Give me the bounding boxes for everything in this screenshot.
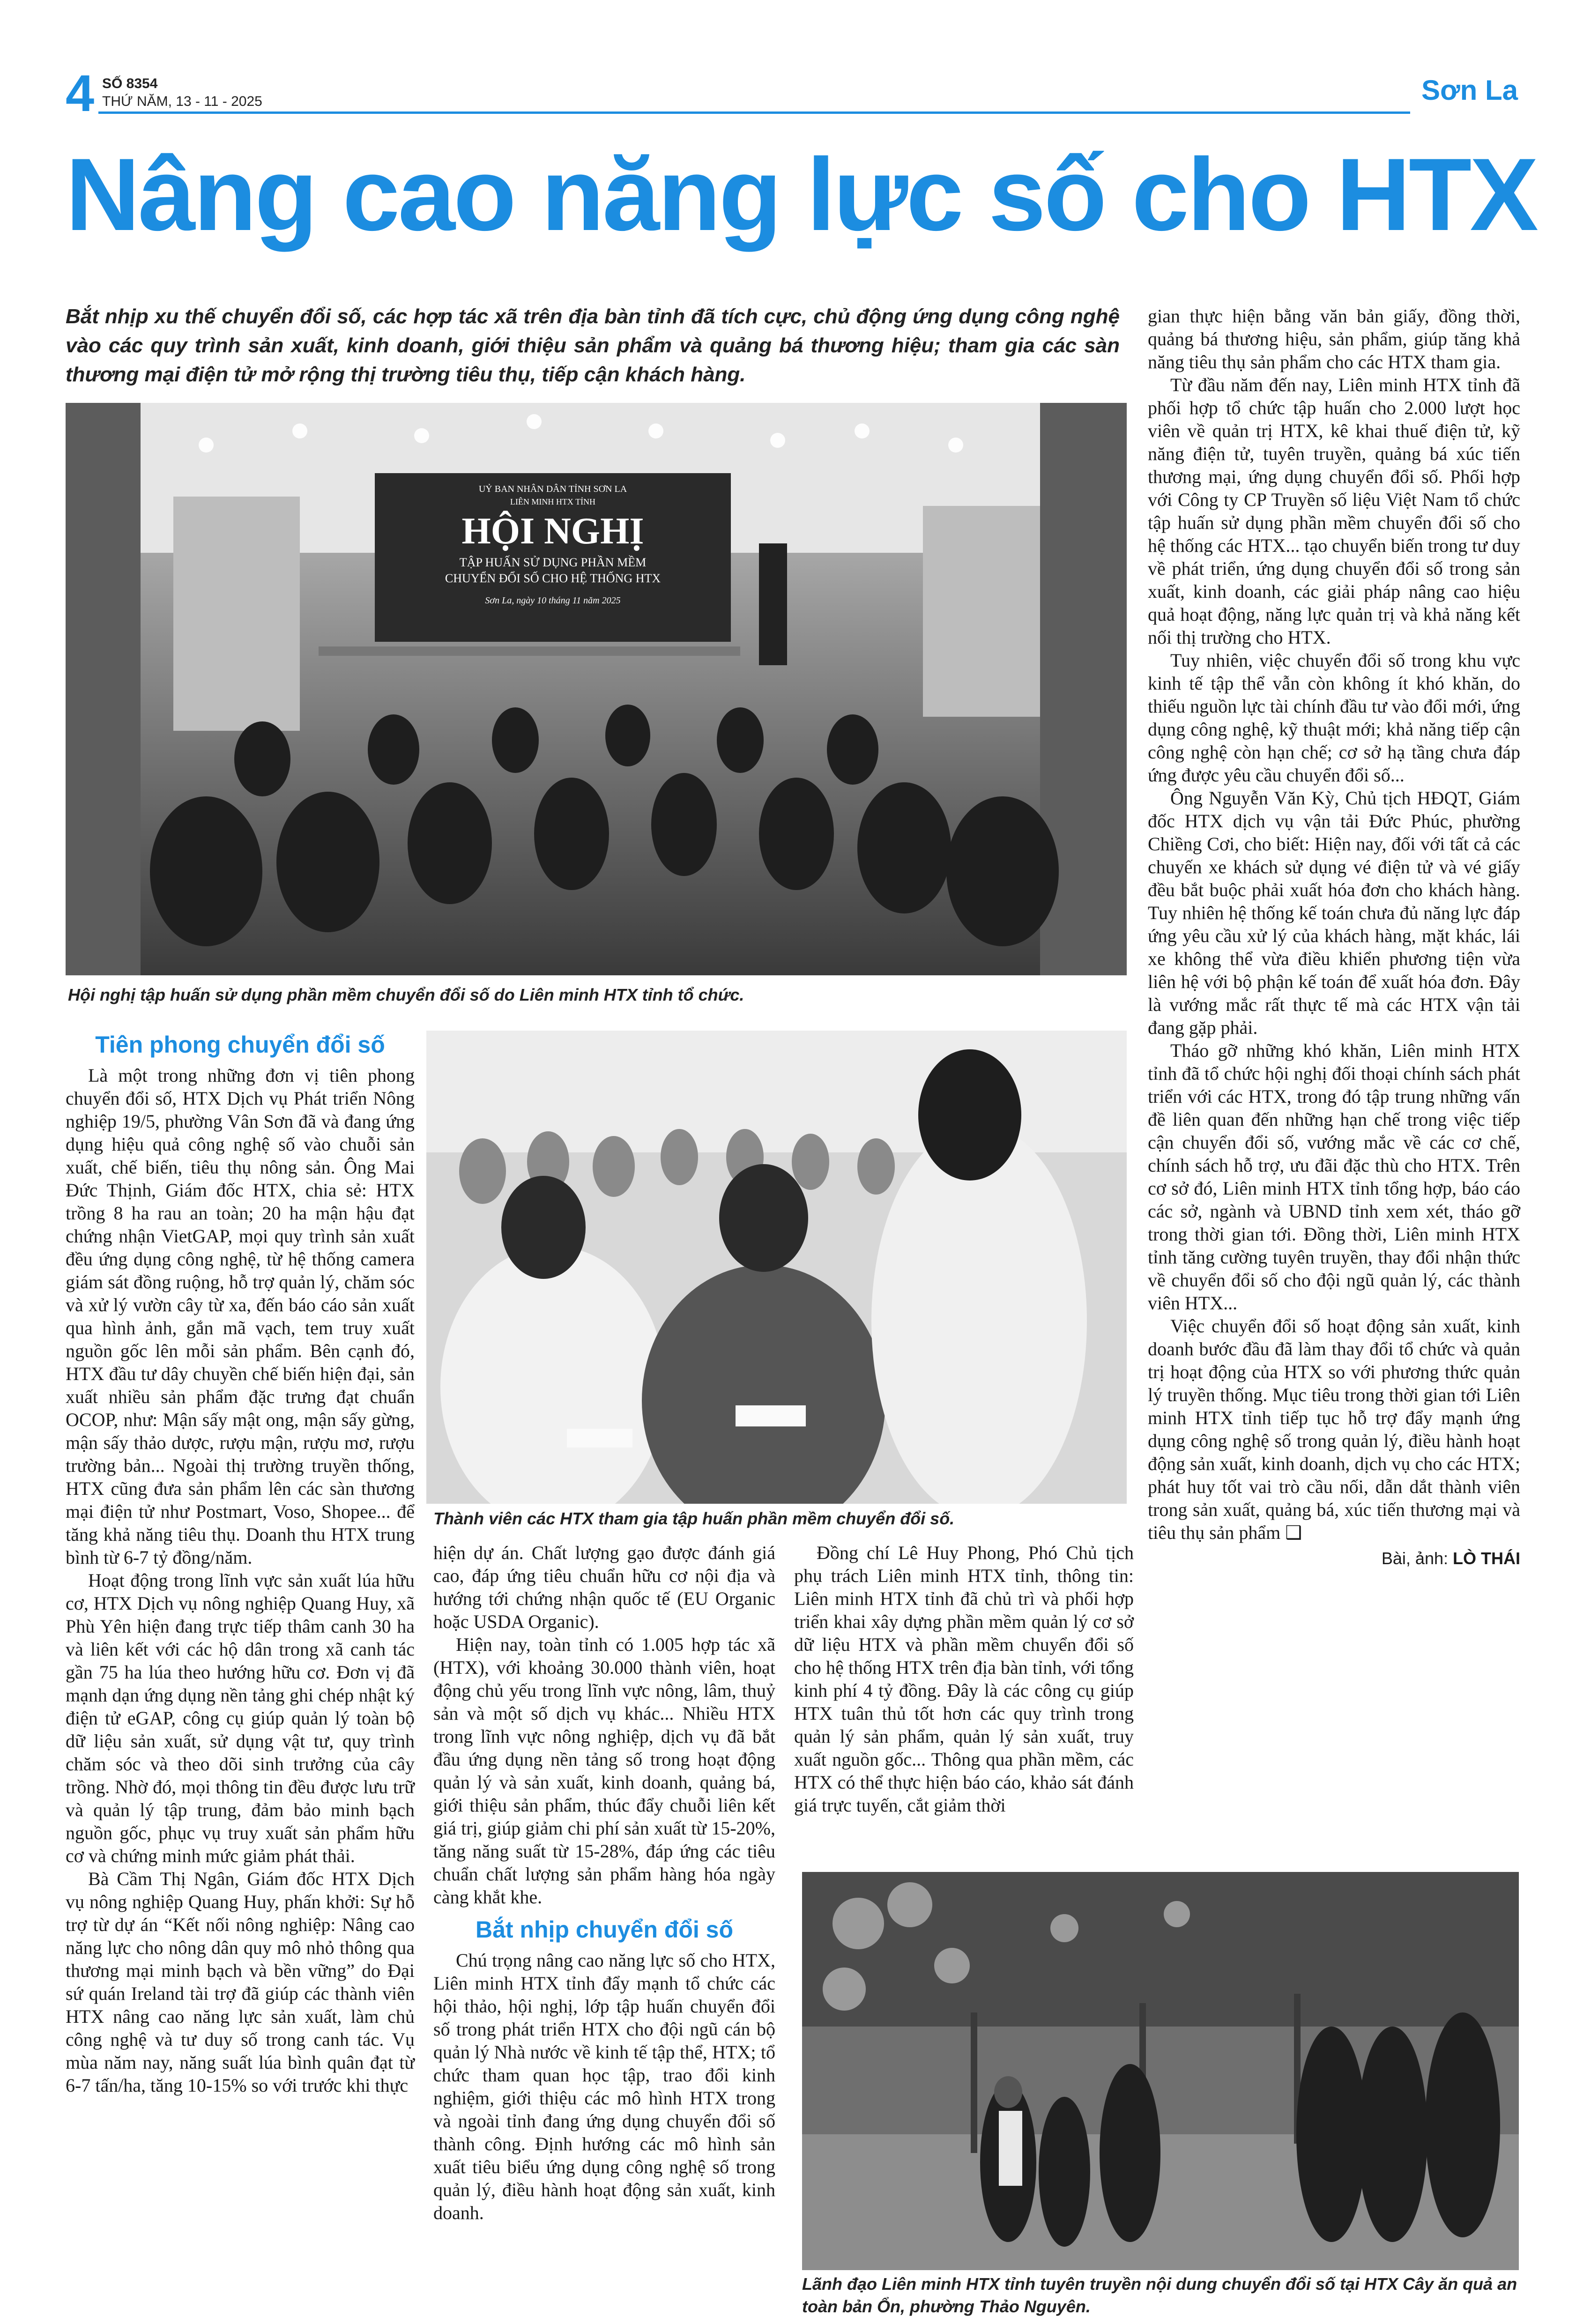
header-rule	[98, 111, 1410, 114]
screen-text	[375, 483, 731, 615]
article-column-4	[1148, 304, 1520, 1571]
paragraph: Bà Cầm Thị Ngân, Giám đốc HTX Dịch vụ nông nghiệp Quang Huy, phấn khởi: Sự hỗ trợ từ dự án “Kết nối nông nghiệp: Nâng cao năng lực cho nông dân quy mô nhỏ thông qua thương mại minh bạch và bền vững” do Đại sứ quán Ireland tài trợ đã giúp các thành viên HTX nâng cao năng lực sản xuất, làm chủ công nghệ và tư duy số trong canh tác. Vụ mùa năm nay, năng suất lúa bình quân đạt từ 6-7 tấn/ha, tăng 10-15% so với trước khi thực	[66, 1868, 415, 2096]
byline-author: LÒ THÁI	[1453, 1549, 1520, 1568]
orchard-photo	[802, 1872, 1519, 2270]
sapo: Bắt nhịp xu thế chuyển đổi số, các hợp tác xã trên địa bàn tỉnh đã tích cực, chủ động ứng dụng công nghệ vào các quy trình sản xuất, kinh doanh, giới thiệu sản phẩm và quảng bá thương hiệu; tham gia các sàn thương mại điện tử mở rộng thị trường tiêu thụ, tiếp cận khách hàng.	[66, 305, 1120, 386]
paragraph: Đồng chí Lê Huy Phong, Phó Chủ tịch phụ trách Liên minh HTX tỉnh, thông tin: Liên minh HTX tỉnh đã chủ trì và phối hợp triển khai xây dựng phần mềm quản lý cơ sở dữ liệu HTX và phần mềm chuyển đổi số cho hệ thống HTX trên địa bàn tỉnh, với tổng kinh phí 4 tỷ đồng. Đây là các công cụ giúp HTX tuân thủ tốt hơn các quy trình trong quản lý sản phẩm, quản lý sản xuất, truy xuất nguồn gốc... Thông qua phần mềm, các HTX có thể thực hiện báo cáo, khảo sát đánh giá trực tuyến, cắt giảm thời	[794, 1542, 1134, 1816]
orchard-photo-caption: Lãnh đạo Liên minh HTX tỉnh tuyên truyền nội dung chuyển đổi số tại HTX Cây ăn quả an toàn bản Ổn, phường Thảo Nguyên.	[802, 2274, 1517, 2316]
screen-line-4: CHUYỂN ĐỔI SỐ CHO HỆ THỐNG HTX	[445, 572, 661, 585]
article-column-3	[794, 1541, 1134, 1817]
paragraph: Hoạt động trong lĩnh vực sản xuất lúa hữu cơ, HTX Dịch vụ nông nghiệp Quang Huy, xã Phù Yên hiện đang trực tiếp thâm canh 30 ha và liên kết với các hộ dân trong xã canh tác gần 75 ha lúa theo hướng hữu cơ. Đơn vị đã mạnh dạn ứng dụng nền tảng ghi chép nhật ký điện tử eGAP, công cụ giúp quản lý toàn bộ dữ liệu sản xuất, sử dụng vật tư, quy trình chăm sóc và theo dõi sinh trưởng của cây trồng. Nhờ đó, mọi thông tin đều được lưu trữ và quản lý tập trung, đảm bảo minh bạch nguồn gốc, phục vụ truy xuất sản phẩm hữu cơ và chứng minh mức giảm phát thải.	[66, 1570, 415, 1866]
conference-photo	[66, 403, 1127, 975]
paragraph: Việc chuyển đổi số hoạt động sản xuất, kinh doanh bước đầu đã làm thay đổi tổ chức và quản trị hoạt động của HTX so với phương thức quản lý truyền thống. Mục tiêu trong thời gian tới Liên minh HTX tỉnh tiếp tục hỗ trợ đẩy mạnh ứng dụng công nghệ số trong quản lý, điều hành hoạt động sản xuất, kinh doanh, dịch vụ cho các HTX; phát huy tốt vai trò cầu nối, dẫn dắt thành viên trong sản xuất, quảng bá, xúc tiến thương mại và tiêu thụ sản phẩm ❑	[1148, 1315, 1520, 1543]
paragraph: Hiện nay, toàn tỉnh có 1.005 hợp tác xã (HTX), với khoảng 30.000 thành viên, hoạt động chủ yếu trong lĩnh vực nông, lâm, thuỷ sản và một số dịch vụ khác... Nhiều HTX trong lĩnh vực nông nghiệp, dịch vụ đã bắt đầu ứng dụng nền tảng số trong hoạt động quản lý và sản xuất, kinh doanh, quảng bá, giới thiệu sản phẩm, thúc đẩy chuỗi liên kết giá trị, giúp giảm chi phí sản xuất từ 15-20%, tăng năng suất từ 15-28%, đáp ứng các tiêu chuẩn chất lượng sản phẩm hàng hóa ngày càng khắt khe.	[433, 1634, 775, 1908]
paragraph: gian thực hiện bằng văn bản giấy, đồng thời, quảng bá thương hiệu, sản phẩm, giúp tăng khả năng tiêu thụ sản phẩm cho các HTX tham gia.	[1148, 305, 1520, 372]
screen-title: HỘI NGHỊ	[461, 511, 644, 552]
screen-line-2: LIÊN MINH HTX TỈNH	[510, 497, 596, 506]
paragraph: Là một trong những đơn vị tiên phong chuyển đổi số, HTX Dịch vụ Phát triển Nông nghiệp 19/5, phường Vân Sơn đã và đang ứng dụng hiệu quả công nghệ số vào chuỗi sản xuất, chế biến, tiêu thụ nông sản. Ông Mai Đức Thịnh, Giám đốc HTX, chia sẻ: HTX trồng 8 ha rau an toàn; 20 ha mận hậu đạt chứng nhận VietGAP, mọi quy trình sản xuất đều ứng dụng công nghệ, từ hệ thống camera giám sát đồng ruộng, hỗ trợ quản lý, chăm sóc và xử lý vườn cây từ xa, đến báo cáo sản xuất qua hình ảnh, gắn mã vạch, tem truy xuất nguồn gốc lên mỗi sản phẩm. Bên cạnh đó, HTX đầu tư dây chuyền chế biến hiện đại, sản xuất nhiều sản phẩm đặc trưng đạt chuẩn OCOP, như: Mận sấy mật ong, mận sấy gừng, mận sấy thảo dược, rượu mận, rượu mơ, rượu trường bản... Ngoài thị trường truyền thống, HTX cũng đưa sản phẩm lên các sàn thương mại điện tử như Postmart, Voso, Shopee... để tăng khả năng tiêu thụ. Doanh thu HTX trung bình từ 6-7 tỷ đồng/năm.	[66, 1065, 415, 1568]
screen-line-1: UỶ BAN NHÂN DÂN TỈNH SƠN LA	[478, 484, 627, 494]
training-photo-caption: Thành viên các HTX tham gia tập huấn phần mềm chuyển đổi số.	[433, 1509, 955, 1528]
issue-info	[102, 75, 262, 111]
paragraph: Từ đầu năm đến nay, Liên minh HTX tỉnh đã phối hợp tổ chức tập huấn cho 2.000 lượt học viên về quản trị HTX, kê khai thuế điện tử, kỹ năng điện tử, tuyên truyền, quảng bá xúc tiến thương mại, ứng dụng chuyển đổi số. Phối hợp với Công ty CP Truyền số liệu Việt Nam tổ chức tập huấn sử dụng phần mềm chuyển đổi số cho hệ thống các HTX... tạo chuyển biến trong tư duy về phát triển, ứng dụng chuyển đổi số trong sản xuất, kinh doanh, các giải pháp nâng cao hiệu quả hoạt động, năng lực quản trị và khả năng kết nối thị trường cho HTX.	[1148, 374, 1520, 648]
conference-photo-caption: Hội nghị tập huấn sử dụng phần mềm chuyển đổi số do Liên minh HTX tỉnh tổ chức.	[68, 985, 744, 1004]
paragraph: Tuy nhiên, việc chuyển đổi số trong khu vực kinh tế tập thể vẫn còn không ít khó khăn, do thiếu nguồn lực tài chính đầu tư vào đổi mới, ứng dụng công nghệ, kỹ thuật mới; khả năng tiếp cận công nghệ còn hạn chế; cơ sở hạ tầng chưa đáp ứng được yêu cầu chuyển đổi số...	[1148, 650, 1520, 786]
section-name: Sơn La	[1421, 74, 1518, 106]
issue-date: THỨ NĂM, 13 - 11 - 2025	[102, 94, 262, 109]
screen-line-3: TẬP HUẤN SỬ DỤNG PHẦN MỀM	[459, 556, 647, 569]
issue-number: SỐ 8354	[102, 76, 158, 91]
page-header	[66, 65, 1518, 122]
article-column-2	[433, 1541, 775, 2224]
paragraph: hiện dự án. Chất lượng gạo được đánh giá cao, đáp ứng tiêu chuẩn hữu cơ nội địa và hướng tới chứng nhận quốc tế (EU Organic hoặc USDA Organic).	[433, 1542, 775, 1632]
byline-label: Bài, ảnh:	[1381, 1549, 1448, 1568]
training-photo	[426, 1031, 1127, 1504]
paragraph: Tháo gỡ những khó khăn, Liên minh HTX tỉnh đã tổ chức hội nghị đối thoại chính sách phát triển với các HTX, trong đó tập trung những vấn đề liên quan đến những hạn chế trong việc tiếp cận chuyển đổi số, vướng mắc về các cơ chế, chính sách hỗ trợ, ưu đãi đặc thù cho HTX. Trên cơ sở đó, Liên minh HTX tỉnh tổng hợp, báo cáo các sở, ngành và UBND tỉnh xem xét, tháo gỡ trong thời gian tới. Đồng thời, Liên minh HTX tỉnh tăng cường tuyên truyền, thay đổi nhận thức về chuyển đổi số cho đội ngũ quản lý, các thành viên HTX...	[1148, 1040, 1520, 1314]
paragraph: Ông Nguyễn Văn Kỳ, Chủ tịch HĐQT, Giám đốc HTX dịch vụ vận tải Đức Phúc, phường Chiềng Cơi, cho biết: Hiện nay, đối với tất cả các chuyến xe khách sử dụng vé điện tử và vé giấy đều bắt buộc phải xuất hóa đơn cho khách hàng. Tuy nhiên hệ thống kế toán chưa đủ năng lực đáp ứng yêu cầu xử lý của khách hàng, mặt khác, lái xe không thể vừa điều khiển phương tiện vừa liên hệ với bộ phận kế toán để xuất hóa đơn. Đây là vướng mắc rất thực tế mà các HTX vận tải đang gặp phải.	[1148, 787, 1520, 1038]
page-number: 4	[66, 65, 95, 122]
byline	[1148, 1546, 1520, 1571]
subhead-catch-up: Bắt nhịp chuyển đổi số	[475, 1916, 734, 1943]
paragraph: Chú trọng nâng cao năng lực số cho HTX, Liên minh HTX tỉnh đẩy mạnh tổ chức các hội thảo, hội nghị, lớp tập huấn chuyển đổi số trong phát triển HTX cho đội ngũ cán bộ quản lý Nhà nước về kinh tế tập thể, HTX; tổ chức tham quan học tập, trao đổi kinh nghiệm, giới thiệu các mô hình HTX trong và ngoài tỉnh đang ứng dụng chuyển đổi số thành công. Định hướng các mô hình sản xuất tiêu biểu ứng dụng công nghệ số trong quản lý, điều hành hoạt động sản xuất, kinh doanh.	[433, 1950, 775, 2223]
article-column-1	[66, 1024, 415, 2097]
screen-date: Sơn La, ngày 10 tháng 11 năm 2025	[485, 595, 621, 606]
headline: Nâng cao năng lực số cho HTX	[66, 137, 1537, 252]
subhead-pioneer: Tiên phong chuyển đổi số	[95, 1032, 385, 1058]
